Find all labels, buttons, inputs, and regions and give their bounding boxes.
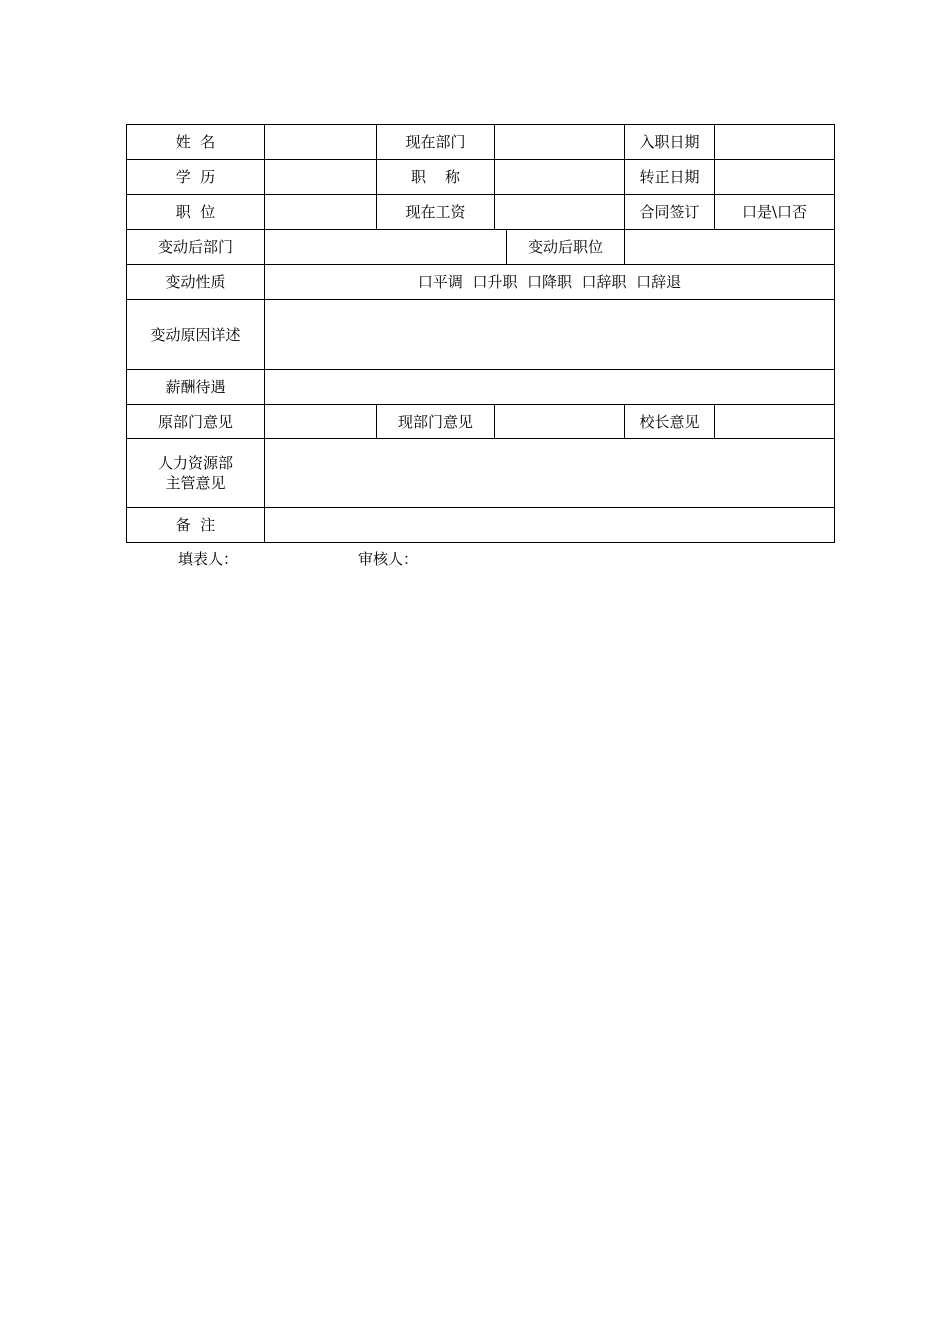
transfer-form xyxy=(126,124,834,543)
current-salary-field[interactable] xyxy=(495,195,625,230)
reason-field[interactable] xyxy=(265,300,835,370)
row-remarks xyxy=(127,508,835,543)
hr-opinion-field[interactable] xyxy=(265,439,835,508)
form-table xyxy=(126,124,835,543)
row-name xyxy=(127,125,835,160)
education-field[interactable] xyxy=(265,160,377,195)
change-type-options[interactable]: 口平调 口升职 口降职 口辞职 口辞退 xyxy=(265,265,835,300)
current-dept-field[interactable] xyxy=(495,125,625,160)
hire-date-label: 入职日期 xyxy=(625,125,715,160)
row-hr-opinion xyxy=(127,439,835,508)
hr-opinion-label xyxy=(127,439,265,508)
hire-date-field[interactable] xyxy=(715,125,835,160)
orig-dept-opinion-field[interactable] xyxy=(265,405,377,439)
filled-by-label: 填表人： xyxy=(178,550,239,568)
row-position xyxy=(127,195,835,230)
name-field[interactable] xyxy=(265,125,377,160)
contract-checkbox-group[interactable]: 口是\口否 xyxy=(715,195,835,230)
row-change-type xyxy=(127,265,835,300)
contract-label: 合同签订 xyxy=(625,195,715,230)
new-dept-label: 变动后部门 xyxy=(127,230,265,265)
reason-label: 变动原因详述 xyxy=(127,300,265,370)
curr-dept-opinion-field[interactable] xyxy=(495,405,625,439)
new-position-label: 变动后职位 xyxy=(507,230,625,265)
orig-dept-opinion-label: 原部门意见 xyxy=(127,405,265,439)
new-position-field[interactable] xyxy=(625,230,835,265)
hr-opinion-label-line1: 人力资源部 xyxy=(157,454,233,472)
row-education xyxy=(127,160,835,195)
salary-field[interactable] xyxy=(265,370,835,405)
curr-dept-opinion-label: 现部门意见 xyxy=(377,405,495,439)
new-dept-field[interactable] xyxy=(265,230,507,265)
name-label: 姓 名 xyxy=(127,125,265,160)
regular-date-field[interactable] xyxy=(715,160,835,195)
row-reason xyxy=(127,300,835,370)
reviewed-by-label: 审核人： xyxy=(358,550,419,568)
remarks-label: 备 注 xyxy=(127,508,265,543)
education-label: 学 历 xyxy=(127,160,265,195)
title-field[interactable] xyxy=(495,160,625,195)
change-type-label: 变动性质 xyxy=(127,265,265,300)
row-opinions xyxy=(127,405,835,439)
title-label: 职 称 xyxy=(377,160,495,195)
remarks-field[interactable] xyxy=(265,508,835,543)
position-label: 职 位 xyxy=(127,195,265,230)
row-salary xyxy=(127,370,835,405)
row-new-dept xyxy=(127,230,835,265)
principal-opinion-field[interactable] xyxy=(715,405,835,439)
position-field[interactable] xyxy=(265,195,377,230)
principal-opinion-label: 校长意见 xyxy=(625,405,715,439)
current-dept-label: 现在部门 xyxy=(377,125,495,160)
salary-label: 薪酬待遇 xyxy=(127,370,265,405)
regular-date-label: 转正日期 xyxy=(625,160,715,195)
hr-opinion-label-line2: 主管意见 xyxy=(165,474,226,492)
current-salary-label: 现在工资 xyxy=(377,195,495,230)
